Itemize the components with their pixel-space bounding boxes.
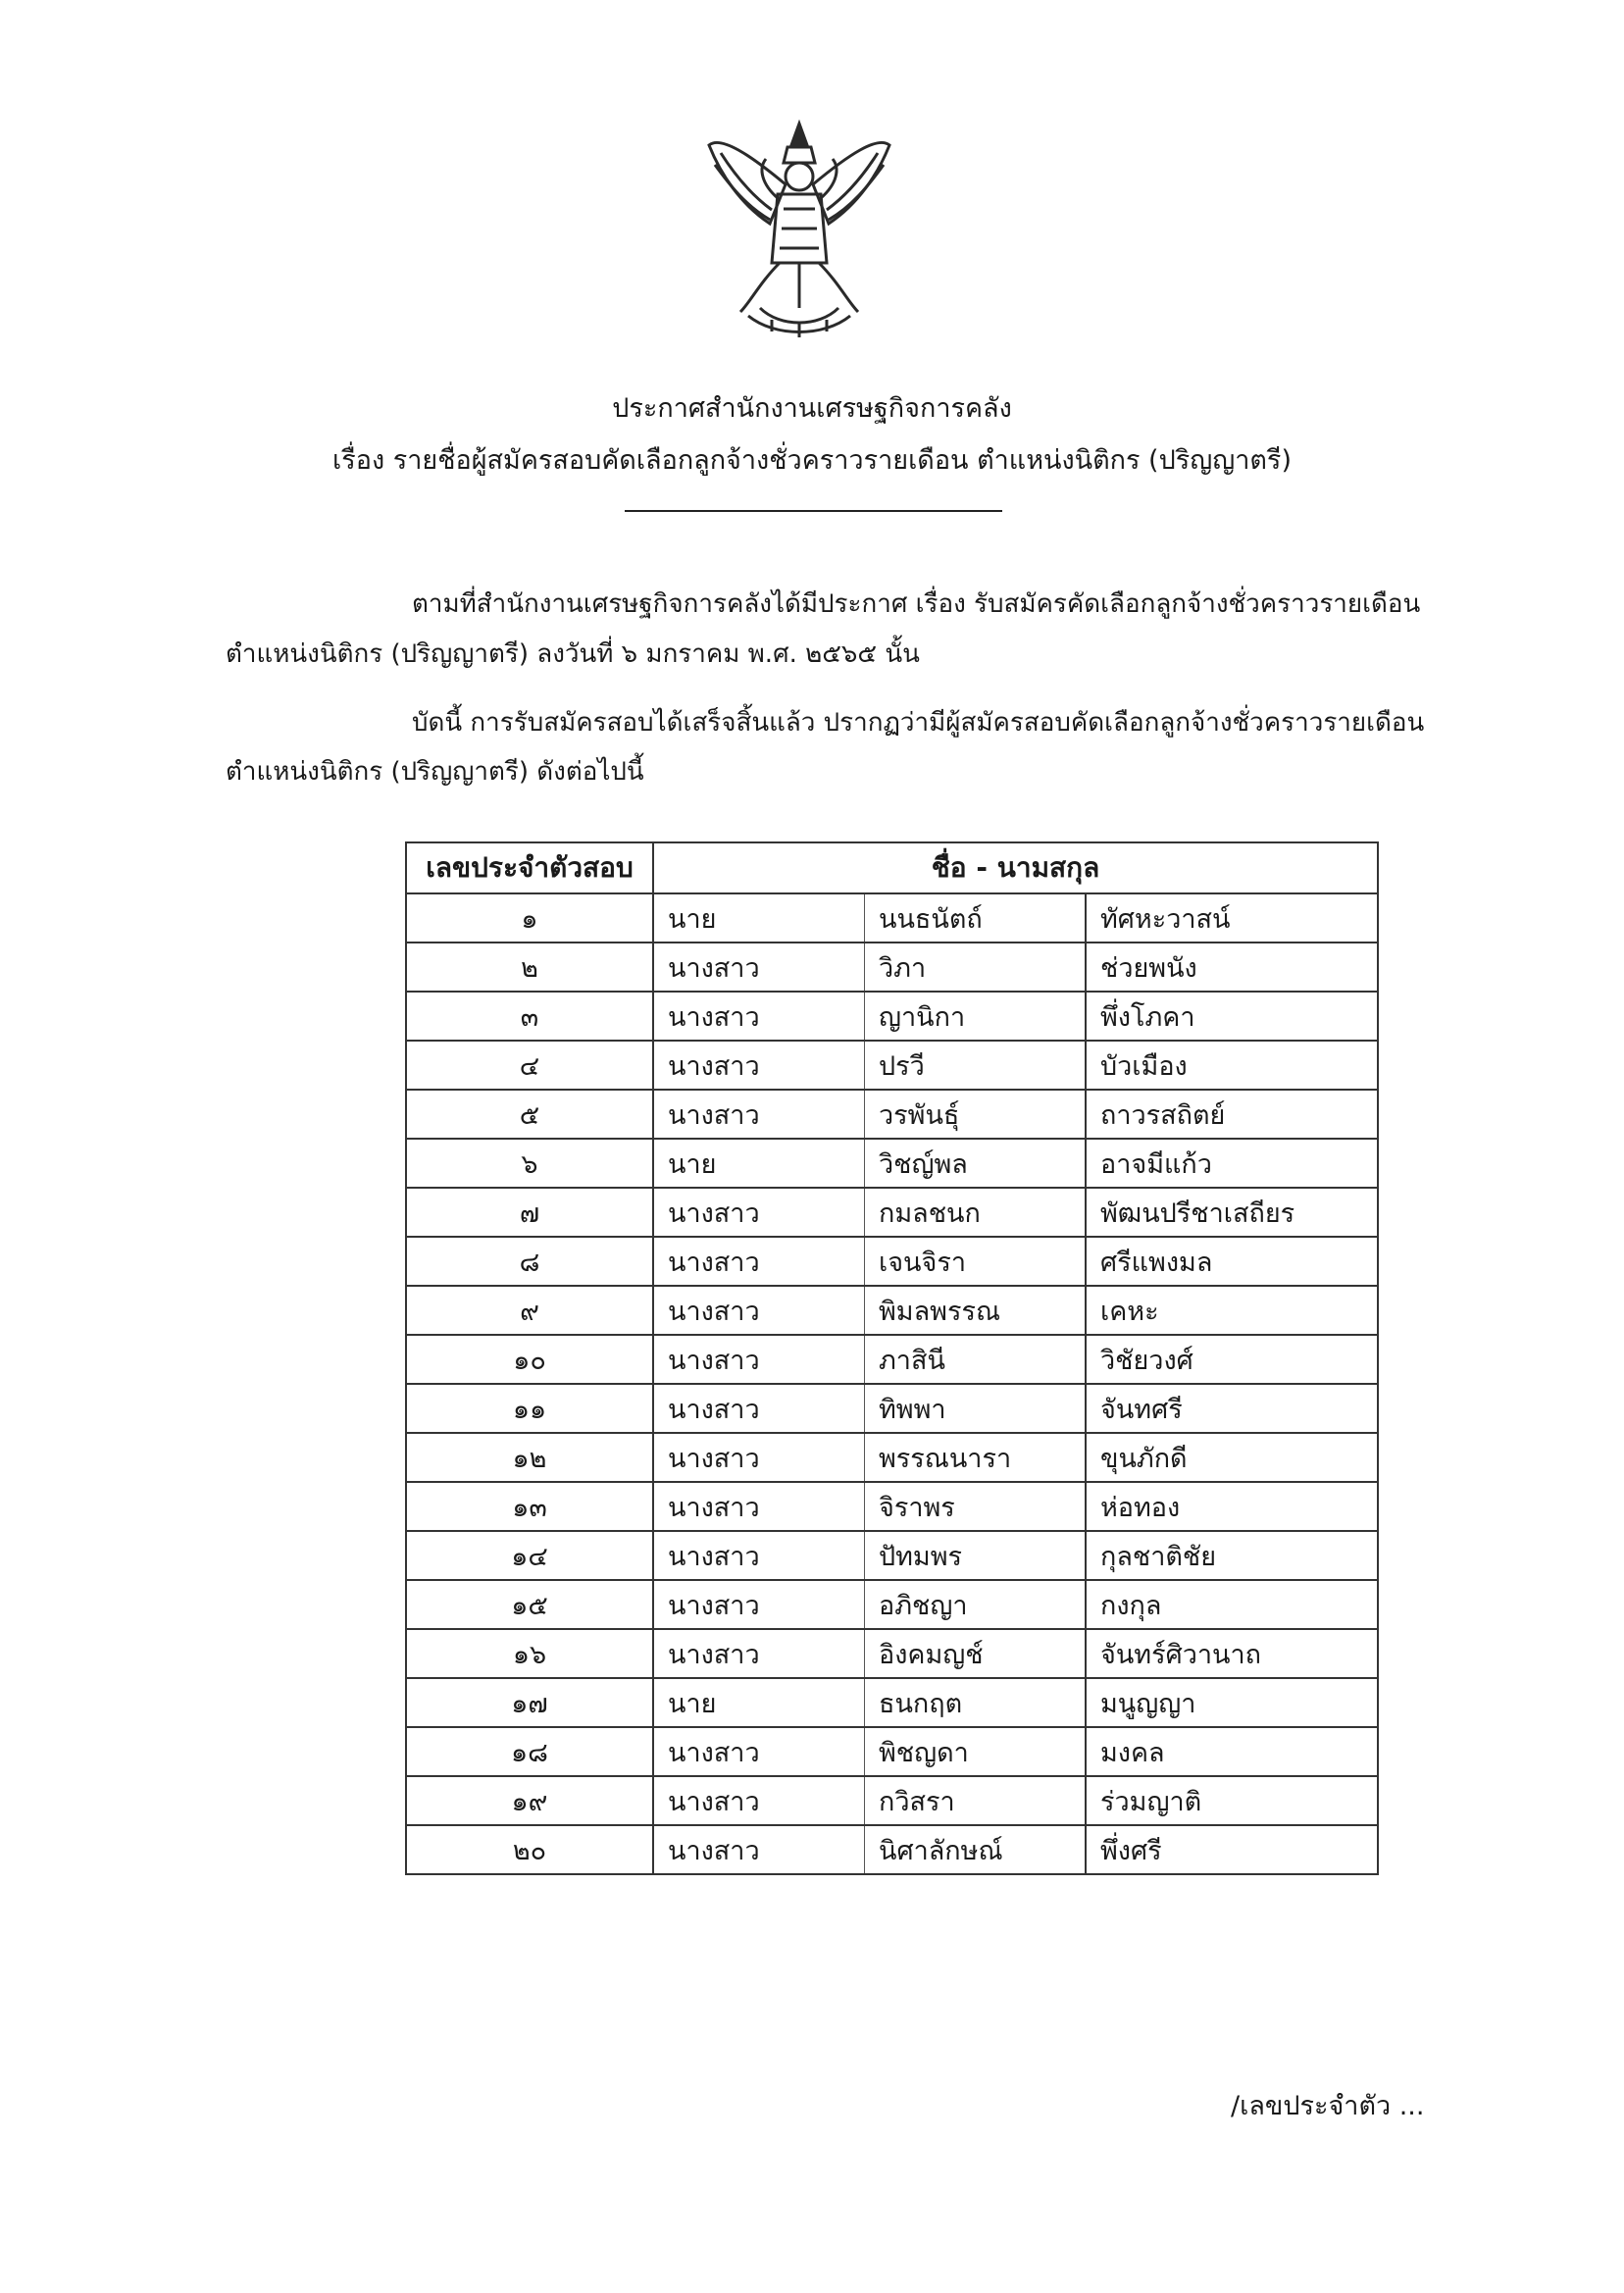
cell-exam-id: ๑๔ xyxy=(406,1531,653,1580)
cell-name-title: นางสาว xyxy=(653,1384,865,1433)
cell-last-name: บัวเมือง xyxy=(1086,1041,1378,1090)
table-row xyxy=(406,893,1378,943)
cell-name-title: นางสาว xyxy=(653,1041,865,1090)
cell-first-name: วรพันธุ์ xyxy=(865,1090,1087,1139)
cell-exam-id: ๙ xyxy=(406,1286,653,1335)
cell-name-title: นางสาว xyxy=(653,1335,865,1384)
cell-last-name: มนูญญา xyxy=(1086,1678,1378,1727)
cell-last-name: จันทศรี xyxy=(1086,1384,1378,1433)
table-row xyxy=(406,1237,1378,1286)
cell-first-name: พิมลพรรณ xyxy=(865,1286,1087,1335)
cell-last-name: อาจมีแก้ว xyxy=(1086,1139,1378,1188)
cell-exam-id: ๗ xyxy=(406,1188,653,1237)
cell-name-title: นางสาว xyxy=(653,1629,865,1678)
cell-last-name: ร่วมญาติ xyxy=(1086,1776,1378,1825)
cell-name-title: นางสาว xyxy=(653,943,865,992)
table-row xyxy=(406,992,1378,1041)
cell-exam-id: ๘ xyxy=(406,1237,653,1286)
cell-exam-id: ๑ xyxy=(406,893,653,943)
table-row xyxy=(406,1482,1378,1531)
announcement-org-line: ประกาศสำนักงานเศรษฐกิจการคลัง xyxy=(612,393,1012,424)
cell-name-title: นางสาว xyxy=(653,1188,865,1237)
cell-name-title: นางสาว xyxy=(653,1580,865,1629)
table-row xyxy=(406,1580,1378,1629)
cell-first-name: อิงคมญช์ xyxy=(865,1629,1087,1678)
cell-first-name: ภาสินี xyxy=(865,1335,1087,1384)
cell-exam-id: ๑๙ xyxy=(406,1776,653,1825)
cell-exam-id: ๑๕ xyxy=(406,1580,653,1629)
table-row xyxy=(406,1776,1378,1825)
cell-first-name: ปรวี xyxy=(865,1041,1087,1090)
cell-first-name: พิชญดา xyxy=(865,1727,1087,1776)
cell-last-name: จันทร์ศิวานาถ xyxy=(1086,1629,1378,1678)
cell-name-title: นาย xyxy=(653,893,865,943)
cell-last-name: ถาวรสถิตย์ xyxy=(1086,1090,1378,1139)
cell-exam-id: ๕ xyxy=(406,1090,653,1139)
cell-first-name: กมลชนก xyxy=(865,1188,1087,1237)
cell-exam-id: ๓ xyxy=(406,992,653,1041)
table-row xyxy=(406,1629,1378,1678)
cell-exam-id: ๑๒ xyxy=(406,1433,653,1482)
cell-name-title: นางสาว xyxy=(653,1433,865,1482)
cell-first-name: เจนจิรา xyxy=(865,1237,1087,1286)
table-row xyxy=(406,943,1378,992)
header-exam-id: เลขประจำตัวสอบ xyxy=(406,842,653,893)
title-divider xyxy=(625,510,1002,512)
header-full-name: ชื่อ - นามสกุล xyxy=(653,842,1378,893)
paragraph-1-line-1: ตามที่สำนักงานเศรษฐกิจการคลังได้มีประกาศ เรื่อง รับสมัครคัดเลือกลูกจ้างชั่วคราวรายเดือน xyxy=(412,589,1421,619)
table-row xyxy=(406,1384,1378,1433)
cell-exam-id: ๑๘ xyxy=(406,1727,653,1776)
cell-exam-id: ๑๓ xyxy=(406,1482,653,1531)
cell-name-title: นางสาว xyxy=(653,1825,865,1874)
cell-last-name: เคหะ xyxy=(1086,1286,1378,1335)
cell-exam-id: ๑๖ xyxy=(406,1629,653,1678)
table-row xyxy=(406,1041,1378,1090)
cell-first-name: นนธนัตถ์ xyxy=(865,893,1087,943)
cell-first-name: กวิสรา xyxy=(865,1776,1087,1825)
cell-name-title: นางสาว xyxy=(653,1482,865,1531)
cell-last-name: ช่วยพนัง xyxy=(1086,943,1378,992)
cell-first-name: พรรณนารา xyxy=(865,1433,1087,1482)
cell-last-name: มงคล xyxy=(1086,1727,1378,1776)
table-row xyxy=(406,1090,1378,1139)
table-row xyxy=(406,1433,1378,1482)
cell-first-name: อภิชญา xyxy=(865,1580,1087,1629)
cell-name-title: นางสาว xyxy=(653,1776,865,1825)
table-row xyxy=(406,1727,1378,1776)
cell-first-name: ทิพพา xyxy=(865,1384,1087,1433)
cell-exam-id: ๔ xyxy=(406,1041,653,1090)
candidate-table xyxy=(405,841,1379,1875)
table-header-row xyxy=(406,842,1378,893)
announcement-subject-line: เรื่อง รายชื่อผู้สมัครสอบคัดเลือกลูกจ้างชั่วคราวรายเดือน ตำแหน่งนิติกร (ปริญญาตรี) xyxy=(332,445,1292,476)
cell-exam-id: ๒๐ xyxy=(406,1825,653,1874)
cell-exam-id: ๑๐ xyxy=(406,1335,653,1384)
cell-last-name: กุลชาติชัย xyxy=(1086,1531,1378,1580)
cell-first-name: ญานิกา xyxy=(865,992,1087,1041)
paragraph-2-line-1: บัดนี้ การรับสมัครสอบได้เสร็จสิ้นแล้ว ปรากฏว่ามีผู้สมัครสอบคัดเลือกลูกจ้างชั่วคราวรายเดือน xyxy=(412,708,1425,738)
cell-first-name: วิชญ์พล xyxy=(865,1139,1087,1188)
cell-name-title: นางสาว xyxy=(653,1090,865,1139)
cell-first-name: ธนกฤต xyxy=(865,1678,1087,1727)
cell-last-name: ห่อทอง xyxy=(1086,1482,1378,1531)
cell-first-name: วิภา xyxy=(865,943,1087,992)
candidate-table-body xyxy=(406,893,1378,1874)
table-row xyxy=(406,1678,1378,1727)
cell-last-name: พัฒนปรีชาเสถียร xyxy=(1086,1188,1378,1237)
cell-name-title: นางสาว xyxy=(653,1727,865,1776)
cell-first-name: จิราพร xyxy=(865,1482,1087,1531)
cell-first-name: นิศาลักษณ์ xyxy=(865,1825,1087,1874)
table-row xyxy=(406,1286,1378,1335)
cell-last-name: กงกุล xyxy=(1086,1580,1378,1629)
cell-last-name: พึ่งศรี xyxy=(1086,1825,1378,1874)
table-row xyxy=(406,1825,1378,1874)
table-row xyxy=(406,1531,1378,1580)
cell-name-title: นาย xyxy=(653,1139,865,1188)
table-row xyxy=(406,1139,1378,1188)
cell-exam-id: ๑๗ xyxy=(406,1678,653,1727)
cell-name-title: นางสาว xyxy=(653,1531,865,1580)
paragraph-1-line-2: ตำแหน่งนิติกร (ปริญญาตรี) ลงวันที่ ๖ มกราคม พ.ศ. ๒๕๖๕ นั้น xyxy=(226,639,920,669)
cell-last-name: ทัศหะวาสน์ xyxy=(1086,893,1378,943)
cell-exam-id: ๒ xyxy=(406,943,653,992)
page-continuation: /เลขประจำตัว ... xyxy=(1231,2091,1425,2121)
cell-last-name: พึ่งโภคา xyxy=(1086,992,1378,1041)
table-row xyxy=(406,1335,1378,1384)
cell-last-name: ศรีแพงมล xyxy=(1086,1237,1378,1286)
cell-name-title: นางสาว xyxy=(653,1237,865,1286)
cell-name-title: นาย xyxy=(653,1678,865,1727)
cell-last-name: ขุนภักดี xyxy=(1086,1433,1378,1482)
paragraph-2-line-2: ตำแหน่งนิติกร (ปริญญาตรี) ดังต่อไปนี้ xyxy=(226,757,644,787)
table-row xyxy=(406,1188,1378,1237)
cell-first-name: ปัทมพร xyxy=(865,1531,1087,1580)
cell-last-name: วิชัยวงศ์ xyxy=(1086,1335,1378,1384)
cell-exam-id: ๖ xyxy=(406,1139,653,1188)
cell-exam-id: ๑๑ xyxy=(406,1384,653,1433)
cell-name-title: นางสาว xyxy=(653,992,865,1041)
cell-name-title: นางสาว xyxy=(653,1286,865,1335)
garuda-emblem-icon xyxy=(701,116,897,341)
